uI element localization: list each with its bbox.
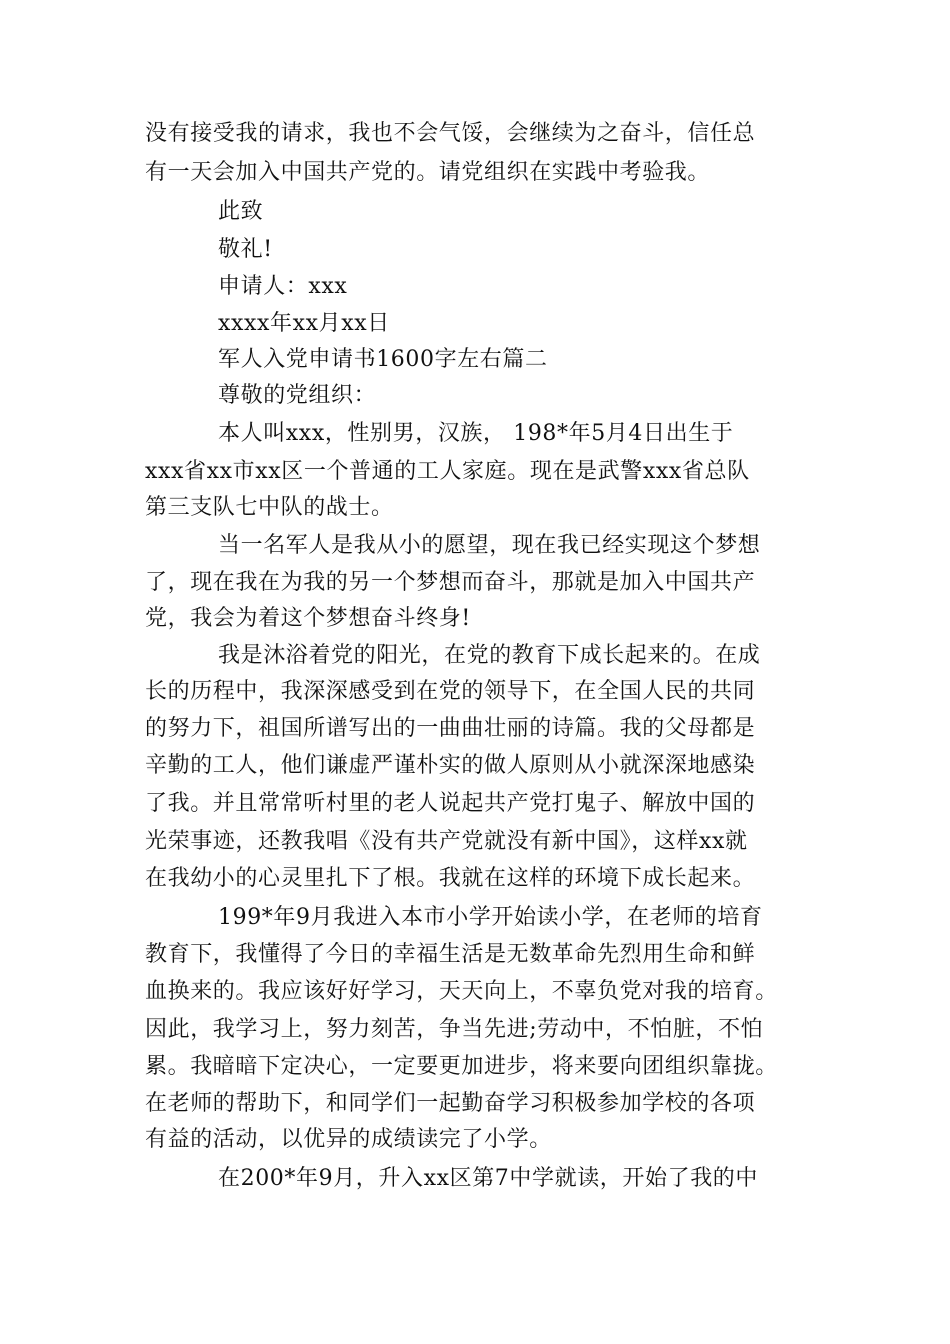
text-line: 当一名军人是我从小的愿望，现在我已经实现这个梦想 [218,533,761,558]
text-line: 的努力下，祖国所谱写出的一曲曲壮丽的诗篇。我的父母都是 [145,716,756,741]
applicant-line: 申请人：xxx [218,274,348,299]
text-line: 长的历程中，我深深感受到在党的领导下，在全国人民的共同 [145,679,756,704]
text-line: 因此，我学习上，努力刻苦，争当先进;劳动中，不怕脏，不怕 [145,1017,764,1042]
text-line: 党，我会为着这个梦想奋斗终身! [145,606,471,631]
text-line: xxx省xx市xx区一个普通的工人家庭。现在是武警xxx省总队 [145,459,750,484]
text-line: 在老师的帮助下，和同学们一起勤奋学习积极参加学校的各项 [145,1091,756,1116]
text-line: 教育下，我懂得了今日的幸福生活是无数革命先烈用生命和鲜 [145,942,756,967]
text-line: 第三支队七中队的战士。 [145,495,394,520]
text-line: 没有接受我的请求，我也不会气馁，会继续为之奋斗，信任总 [145,121,756,146]
greeting-line: 尊敬的党组织： [218,383,377,408]
date-line: xxxx年xx月xx日 [218,311,390,336]
text-line: 199*年9月我进入本市小学开始读小学，在老师的培育 [218,905,763,930]
text-line: 了我。并且常常听村里的老人说起共产党打鬼子、解放中国的 [145,791,756,816]
section-title: 军人入党申请书1600字左右篇二 [218,347,548,372]
salutation-line: 敬礼! [218,237,273,262]
text-line: 有一天会加入中国共产党的。请党组织在实践中考验我。 [145,160,711,185]
text-line: 本人叫xxx，性别男，汉族， 198*年5月4日出生于 [218,421,734,446]
text-line: 累。我暗暗下定决心，一定要更加进步，将来要向团组织靠拢。 [145,1054,778,1079]
salutation-line: 此致 [218,199,264,224]
text-line: 了，现在我在为我的另一个梦想而奋斗，那就是加入中国共产 [145,570,756,595]
text-line: 血换来的。我应该好好学习，天天向上，不辜负党对我的培育。 [145,979,778,1004]
text-line: 在200*年9月，升入xx区第7中学就读，开始了我的中 [218,1166,759,1191]
text-line: 光荣事迹，还教我唱《没有共产党就没有新中国》，这样xx就 [145,829,748,854]
text-line: 在我幼小的心灵里扎下了根。我就在这样的环境下成长起来。 [145,866,756,891]
text-line: 我是沐浴着党的阳光，在党的教育下成长起来的。在成 [218,643,761,668]
text-line: 有益的活动，以优异的成绩读完了小学。 [145,1127,552,1152]
text-line: 辛勤的工人，他们谦虚严谨朴实的做人原则从小就深深地感染 [145,753,756,778]
